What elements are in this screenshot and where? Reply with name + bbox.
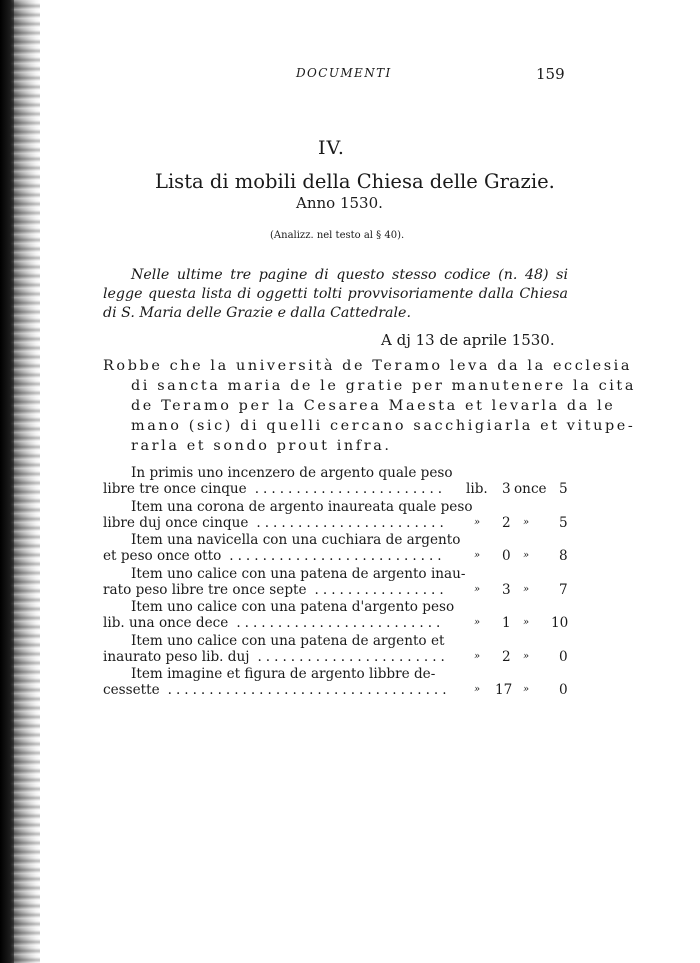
item-description-line1: Item una corona de argento inaureata quale peso — [131, 498, 473, 515]
value-once: 0 — [559, 682, 568, 698]
analysis-reference: (Analizz. nel testo al § 40). — [270, 230, 405, 241]
value-once: 0 — [559, 648, 568, 665]
item-description-line2: rato peso libre tre once septe — [103, 581, 307, 598]
document-title: Lista di mobili della Chiesa delle Grazie. — [155, 170, 555, 193]
dot-leaders: .................................. — [167, 682, 451, 698]
item-description-line1: Item uno calice con una patena d'argento peso — [131, 599, 455, 615]
unit-once: » — [523, 684, 530, 695]
unit-libre: » — [474, 516, 481, 528]
dot-leaders: ......................... — [236, 615, 445, 631]
dot-leaders: ....................... — [257, 648, 449, 665]
dot-leaders: .......................... — [229, 548, 446, 564]
unit-libre: » — [474, 583, 481, 595]
value-libre: 2 — [502, 514, 511, 531]
preamble-line: Robbe che la università de Teramo leva da la ecclesia — [103, 358, 633, 374]
dot-leaders: ................ — [314, 581, 448, 598]
unit-libre: lib. — [466, 481, 488, 497]
unit-once: » — [523, 516, 530, 528]
page-number: 159 — [536, 65, 565, 83]
value-libre: 3 — [502, 581, 511, 598]
item-description-line2: libre tre once cinque — [103, 481, 247, 497]
unit-libre: » — [474, 617, 481, 628]
dateline: A dj 13 de aprile 1530. — [381, 331, 555, 349]
unit-once: once — [514, 481, 547, 497]
value-libre: 2 — [502, 648, 511, 665]
unit-libre: » — [474, 550, 481, 561]
item-description-line2: cessette — [103, 682, 160, 698]
running-head: DOCUMENTI — [296, 66, 392, 80]
unit-once: » — [523, 550, 530, 561]
preamble-line: rarla et sondo prout infra. — [131, 438, 392, 454]
section-number: IV. — [318, 137, 345, 159]
value-libre: 3 — [502, 481, 511, 497]
item-description-line1: Item una navicella con una cuchiara de argento — [131, 532, 461, 548]
value-once: 5 — [559, 481, 568, 497]
unit-once: » — [523, 617, 530, 628]
value-once: 7 — [559, 581, 568, 598]
value-once: 10 — [551, 615, 569, 631]
item-description-line1: Item uno calice con una patena de argento inau- — [131, 565, 466, 582]
item-description-line2: inaurato peso lib. duj — [103, 648, 250, 665]
value-libre: 1 — [502, 615, 511, 631]
value-libre: 17 — [495, 682, 513, 698]
intro-paragraph: Nelle ultime tre pagine di questo stesso codice (n. 48) si legge questa lista di oggetti tolti provvisoriamente dalla Chiesa di S. Maria delle Grazie e dalla Cattedrale. — [103, 267, 568, 321]
unit-once: » — [523, 583, 530, 595]
item-description-line1: Item uno calice con una patena de argento et — [131, 632, 445, 649]
dot-leaders: ....................... — [256, 514, 448, 531]
preamble-line: de Teramo per la Cesarea Maesta et levarla da le — [131, 398, 616, 414]
value-once: 5 — [559, 514, 568, 531]
unit-libre: » — [474, 684, 481, 695]
preamble-line: di sancta maria de le gratie per manutenere la cita — [131, 378, 636, 394]
document-year: Anno 1530. — [296, 194, 383, 212]
book-gutter — [0, 0, 14, 963]
value-once: 8 — [559, 548, 568, 564]
item-description-line2: libre duj once cinque — [103, 514, 249, 531]
item-description-line2: et peso once otto — [103, 548, 222, 564]
dot-leaders: ....................... — [254, 481, 447, 497]
value-libre: 0 — [502, 548, 511, 564]
item-description-line1: In primis uno incenzero de argento quale peso — [131, 465, 453, 481]
unit-once: » — [523, 650, 530, 662]
unit-libre: » — [474, 650, 481, 662]
item-description-line1: Item imagine et figura de argento libbre de- — [131, 666, 436, 682]
item-description-line2: lib. una once dece — [103, 615, 229, 631]
preamble-line: mano (sic) di quelli cercano sacchigiarla et vitupe- — [131, 418, 636, 434]
